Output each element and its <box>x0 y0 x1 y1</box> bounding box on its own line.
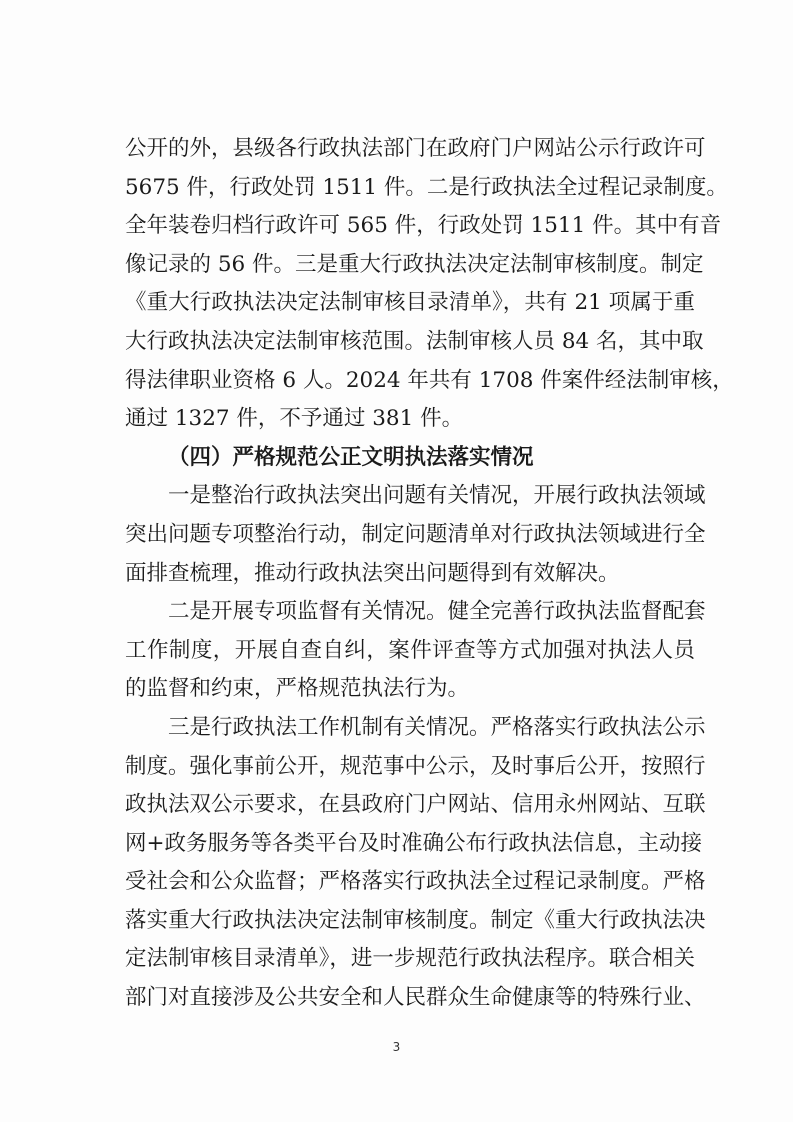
body-line: 全年装卷归档行政许可 565 件，行政处罚 1511 件。其中有音 <box>125 213 722 239</box>
body-line: 像记录的 56 件。三是重大行政执法决定法制审核制度。制定 <box>125 251 704 277</box>
page-number: 3 <box>392 1040 401 1054</box>
body-line: 二是开展专项监督有关情况。健全完善行政执法监督配套 <box>168 599 706 625</box>
body-line: 面排查梳理，推动行政执法突出问题得到有效解决。 <box>125 560 620 586</box>
body-line: 突出问题专项整治行动，制定问题清单对行政执法领域进行全 <box>125 521 706 547</box>
body-line: 得法律职业资格 6 人。2024 年共有 1708 件案件经法制审核， <box>125 367 734 393</box>
body-line: 一是整治行政执法突出问题有关情况，开展行政执法领域 <box>168 483 706 509</box>
body-line: 大行政执法决定法制审核范围。法制审核人员 84 名，其中取 <box>125 328 704 354</box>
body-line: 的监督和约束，严格规范执法行为。 <box>125 676 470 702</box>
body-line: 《重大行政执法决定法制审核目录清单》，共有 21 项属于重 <box>125 290 695 316</box>
body-line: 部门对直接涉及公共安全和人民群众生命健康等的特殊行业、 <box>125 985 706 1011</box>
body-line: 通过 1327 件，不予通过 381 件。 <box>125 406 464 432</box>
body-line: 5675 件，行政处罚 1511 件。二是行政执法全过程记录制度。 <box>125 174 728 200</box>
body-line: 落实重大行政执法决定法制审核制度。制定《重大行政执法决 <box>125 907 706 933</box>
body-line: 工作制度，开展自查自纠，案件评查等方式加强对执法人员 <box>125 637 695 663</box>
section-heading: （四）严格规范公正文明执法落实情况 <box>168 444 534 470</box>
body-line: 政执法双公示要求，在县政府门户网站、信用永州网站、互联 <box>125 792 706 818</box>
body-line: 公开的外，县级各行政执法部门在政府门户网站公示行政许可 <box>125 136 706 161</box>
body-line: 网+政务服务等各类平台及时准确公布行政执法信息，主动接 <box>125 830 703 856</box>
body-line: 制度。强化事前公开，规范事中公示，及时事后公开，按照行 <box>125 753 706 779</box>
body-line: 三是行政执法工作机制有关情况。严格落实行政执法公示 <box>168 714 706 740</box>
document-body <box>125 130 734 1018</box>
body-line: 定法制审核目录清单》，进一步规范行政执法程序。联合相关 <box>125 946 695 972</box>
body-line: 受社会和公众监督；严格落实行政执法全过程记录制度。严格 <box>125 869 706 895</box>
